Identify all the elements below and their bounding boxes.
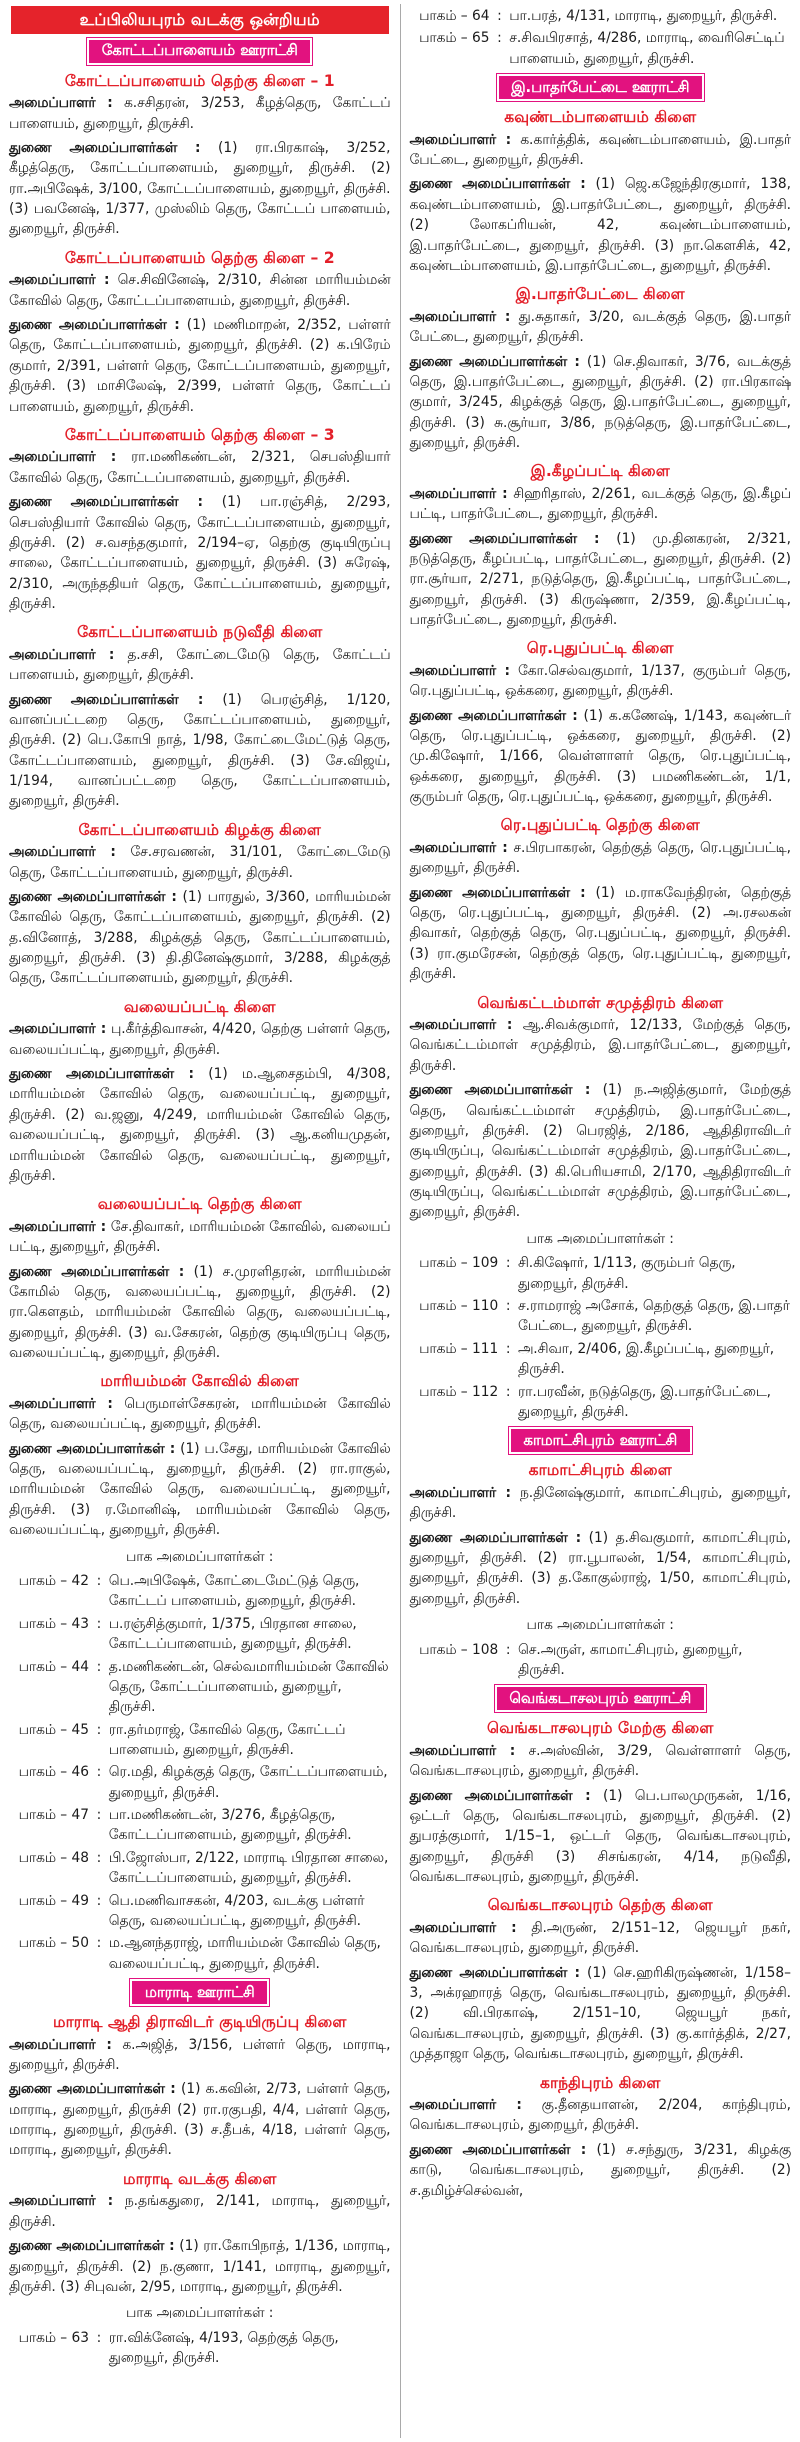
organizer-label: அமைப்பாளர் : [9, 1021, 107, 1038]
part-separator: : [96, 1573, 102, 1590]
part-member: சி.கிஷோர், 1/113, குரும்பர் தெரு, துறையூர், திருச்சி. [518, 1255, 736, 1292]
part-separator: : [505, 1340, 511, 1357]
deputies-text: (1) செ.ஹரிகிருஷ்ணன், 1/158–3, அக்ரஹாரத் தெரு, வெங்கடாசலபுரம், துறையூர், திருச்சி. (2) வி.பிரகாஷ், 2/151–10, ஜெயபூர் நகர், வெங்கடாசலபுரம், துறையூர், திருச்சி. (3) கு.கார்த்திக், 2/27, முத்தாஜா தெரு, வெங்கடாசலபுரம், துறையூர், திருச்சி. [409, 1964, 791, 2063]
deputies-label: துணை அமைப்பாளர்கள் : [9, 2238, 175, 2255]
branch-block [410, 1459, 792, 1609]
deputies-entry [9, 492, 391, 614]
part-separator: : [505, 1255, 511, 1272]
deputies-label: துணை அமைப்பாளர்கள் : [9, 494, 204, 511]
parts-header: பாக அமைப்பாளர்கள் : [526, 1230, 674, 1247]
organizer-label: அமைப்பாளர் : [409, 1484, 511, 1501]
part-member: ச.ராமராஜ் அசோக், தெற்குத் தெரு, இ.பாதர் பேட்டை, துறையூர், திருச்சி. [518, 1298, 790, 1335]
deputies-entry [410, 529, 792, 631]
deputies-text: (1) த.சிவகுமார், காமாட்சிபுரம், துறையூர், திருச்சி. (2) ரா.பூபாலன், 1/54, காமாட்சிபுரம், துறையூர், திருச்சி. (3) த.கோகுல்ராஜ், 1/50, காமாட்சிபுரம், துறையூர், திருச்சி. [409, 1529, 791, 1607]
organizer-entry [410, 307, 792, 348]
organizer-entry [410, 1483, 792, 1524]
organizer-entry [9, 842, 391, 883]
organizer-label: அமைப்பாளர் : [9, 449, 117, 466]
part-number: பாகம் – 112 [419, 1383, 499, 1400]
branch-block [410, 1894, 792, 2064]
organizer-entry [410, 1918, 792, 1959]
part-member: பா.மணிகண்டன், 3/276, கீழத்தெரு, கோட்டப்பாளையம், துறையூர், திருச்சி. [108, 1807, 352, 1844]
organizer-text: பெருமாள்சேகரன், மாரியம்மன் கோவில் தெரு, வலையப்பட்டி, துறையூர், திருச்சி. [9, 1395, 391, 1433]
deputies-entry [9, 690, 391, 812]
deputies-label: துணை அமைப்பாளர்கள் : [409, 1529, 582, 1546]
panchayat-banner-row [9, 1981, 391, 2004]
organizer-text: செ.சிவினேஷ், 2/310, சின்ன மாரியம்மன் கோவில் தெரு, கோட்டப்பாளையம், துறையூர், திருச்சி. [9, 272, 391, 309]
deputies-entry [9, 1262, 391, 1364]
organizer-entry [410, 484, 792, 525]
branch-title: கோட்டப்பாளையம் நடுவீதி கிளை [77, 622, 323, 642]
organizer-label: அமைப்பாளர் : [9, 646, 115, 663]
organizer-text: சே.திவாகர், மாரியம்மன் கோவில், வலையப் பட்டி, துறையூர், திருச்சி. [9, 1218, 391, 1256]
branch-block [410, 283, 792, 453]
branch-block [410, 814, 792, 984]
branch-block [410, 460, 792, 630]
organizer-entry [9, 1217, 391, 1258]
deputies-label: துணை அமைப்பாளர்கள் : [409, 1964, 581, 1981]
panchayat-banner: இ.பாதர்பேட்டை ஊராட்சி [499, 76, 703, 99]
branch-title: வெங்கட்டம்மாள் சமுத்திரம் கிளை [477, 992, 724, 1012]
parts-block [410, 1615, 792, 1682]
part-separator: : [96, 1892, 102, 1909]
part-member: ரா.பரவீன், நடுத்தெரு, இ.பாதர்பேட்டை, துறையூர், திருச்சி. [518, 1383, 772, 1420]
organizer-label: அமைப்பாளர் : [9, 1218, 107, 1235]
parts-list [410, 1640, 792, 1683]
organizer-text: ஆ.சிவக்குமார், 12/133, மேற்குத் தெரு, வெங்கட்டம்மாள் சமுத்திரம், இ.பாதர்பேட்டை, துறையூர், திருச்சி. [409, 1017, 791, 1074]
branch-title: வெங்கடாசலபுரம் தெற்கு கிளை [487, 1895, 713, 1915]
organizer-label: அமைப்பாளர் : [409, 1017, 513, 1034]
organizer-entry [9, 93, 391, 134]
organizer-label: அமைப்பாளர் : [409, 2097, 522, 2114]
part-number: பாகம் – 110 [419, 1298, 499, 1315]
part-member: பி.ஜோஸ்பா, 2/122, மாராடி பிரதான சாலை, கோட்டப்பாளையம், துறையூர், திருச்சி. [108, 1849, 389, 1887]
branch-block [9, 70, 391, 240]
deputies-text: (1) பெ.பாலமுருகன், 1/16, ஒட்டர் தெரு, வெங்கடாசலபுரம், துறையூர், திருச்சி. (2) துபரத்குமார், 1/15–1, ஒட்டர் தெரு, வெங்கடாசலபுரம், துறையூர், திருச்சி (3) சிசங்கரன், 4/14, நடுவீதி, வெங்கடாசலபுரம், துறையூர், திருச்சி. [409, 1787, 791, 1886]
deputies-text: (1) ஜெ.கஜேந்திரகுமார், 138, கவுண்டம்பாளையம், இ.பாதர்பேட்டை, துறையூர், திருச்சி. (2) லோகப்ரியன், 42, கவுண்டம்பாளையம், இ.பாதர்பேட்டை, துறையூர், திருச்சி. (3) நா.கௌசிக், 42, கவுண்டம்பாளையம், இ.பாதர்பேட்டை, துறையூர், திருச்சி. [409, 176, 791, 274]
part-member: பா.பரத், 4/131, மாராடி, துறையூர், திருச்சி. [509, 8, 778, 24]
branch-title: வலையப்பட்டி கிளை [123, 996, 276, 1016]
branch-title: வெங்கடாசலபுரம் மேற்கு கிளை [487, 1718, 714, 1738]
branch-title: வலையப்பட்டி தெற்கு கிளை [97, 1194, 302, 1214]
union-banner: உப்பிலியபுரம் வடக்கு ஒன்றியம் [11, 6, 389, 34]
deputies-text: (1) பா.ரஞ்சித், 2/293, செபஸ்தியார் கோவில் தெரு, கோட்டப்பாளையம், துறையூர், திருச்சி. (2) ச.வசந்தகுமார், 2/194–ஏ, தெற்கு குடியிருப்பு சாலை, கோட்டப்பாளையம், துறையூர், திருச்சி. (3) சுரேஷ், 2/310, அருந்ததியர் தெரு, கோட்டப்பாளையம், துறையூர், திருச்சி. [9, 494, 391, 612]
branch-title: காந்திபுரம் கிளை [539, 2072, 661, 2092]
branch-block [9, 1370, 391, 1540]
part-number: பாகம் – 43 [18, 1615, 90, 1632]
branch-block [410, 637, 792, 807]
panchayat-banner: வெங்கடாசலபுரம் ஊராட்சி [497, 1687, 704, 1710]
organizer-label: அமைப்பாளர் : [409, 131, 512, 148]
deputies-label: துணை அமைப்பாளர்கள் : [9, 1440, 176, 1457]
part-number: பாகம் – 63 [18, 2329, 90, 2346]
part-separator: : [96, 1764, 102, 1781]
parts-header: பாக அமைப்பாளர்கள் : [126, 1548, 274, 1565]
part-separator: : [96, 1849, 102, 1866]
deputies-text: (1) ரா.பிரகாஷ், 3/252, கீழத்தெரு, கோட்டப்பாளையம், துறையூர், திருச்சி. (2) ரா.அபிஷேக், 3/100, கோட்டப்பாளையம், துறையூர், திருச்சி. (3) பவனேஷ், 1/377, முஸ்லிம் தெரு, கோட்டப் பாளையம், துறையூர், திருச்சி. [9, 140, 391, 238]
deputies-text: (1) க.கணேஷ், 1/143, கவுண்டர் தெரு, ரெ.புதுப்பட்டி, ஒக்கரை, துறையூர், திருச்சி. (2) மு.கிஷோர், 1/166, வெள்ளாளர் தெரு, ரெ.புதுப்பட்டி, ஒக்கரை, துறையூர், திருச்சி. (3) பமணிகண்டன், 1/1, குரும்பர் தெரு, ரெ.புதுப்பட்டி, ஒக்கரை, துறையூர், திருச்சி. [409, 707, 792, 806]
deputies-label: துணை அமைப்பாளர்கள் : [409, 1082, 591, 1099]
organizer-entry [9, 645, 391, 686]
organizer-label: அமைப்பாளர் : [409, 308, 511, 325]
organizer-text: க.கார்த்திக், கவுண்டம்பாளையம், இ.பாதர் பேட்டை, துறையூர், திருச்சி. [409, 131, 791, 169]
deputies-text: (1) பாரதுல், 3/360, மாரியம்மன் கோவில் தெரு, கோட்டப்பாளையம், துறையூர், திருச்சி. (2) த.வினோத், 3/288, கிழக்குத் தெரு, கோட்டப்பாளையம், துறையூர், திருச்சி. (3) தி.தினேஷ்குமார், 3/288, கிழக்குத் தெரு, கோட்டப்பாளையம், துறையூர், திருச்சி. [9, 889, 391, 987]
part-separator: : [505, 1641, 511, 1658]
part-member: ரா.தர்மராஜ், கோவில் தெரு, கோட்டப் பாளையம், துறையூர், திருச்சி. [108, 1721, 346, 1758]
part-number: பாகம் – 108 [419, 1641, 499, 1658]
part-number: பாகம் – 42 [18, 1573, 90, 1590]
organizer-entry [9, 2035, 391, 2076]
deputies-entry [9, 2236, 391, 2297]
part-member: ச.சிவபிரசாத், 4/286, மாராடி, வைரிசெட்டிப் பாளையம், துறையூர், திருச்சி. [509, 30, 785, 67]
part-member: பெ.மணிவாசகன், 4/203, வடக்கு பள்ளர் தெரு, வலையப்பட்டி, துறையூர், திருச்சி. [108, 1892, 365, 1929]
organizer-text: ந.தினேஷ்குமார், காமாட்சிபுரம், துறையூர், திருச்சி. [409, 1484, 791, 1522]
branch-block [9, 247, 391, 417]
organizer-entry [9, 2191, 391, 2232]
deputies-entry [410, 1963, 792, 2065]
right-column [401, 0, 800, 2442]
deputies-label: துணை அமைப்பாளர்கள் : [9, 691, 204, 708]
parts-list [9, 2328, 391, 2371]
panchayat-banner: மாராடி ஊராட்சி [132, 1981, 267, 2004]
part-member: ரெ.மதி, கிழக்குத் தெரு, கோட்டப்பாளையம், துறையூர், திருச்சி. [108, 1764, 388, 1801]
deputies-text: (1) ம.ஆசைதம்பி, 4/308, மாரியம்மன் கோவில் தெரு, வலையப்பட்டி, துறையூர், திருச்சி. (2) வ.ஜனு, 4/249, மாரியம்மன் கோவில் தெரு, வலையப்பட்டி, துறையூர், திருச்சி. (3) ஆ.கனியமுதன், மாரியம்மன் கோவில் தெரு, வலையப்பட்டி, துறையூர், திருச்சி. [9, 1066, 391, 1184]
organizer-text: து.சுதாகர், 3/20, வடக்குத் தெரு, இ.பாதர் பேட்டை, துறையூர், திருச்சி. [409, 308, 791, 346]
organizer-entry [410, 661, 792, 702]
part-number: பாகம் – 48 [18, 1849, 90, 1866]
part-number: பாகம் – 47 [18, 1807, 90, 1824]
organizer-label: அமைப்பாளர் : [9, 1395, 113, 1412]
organizer-text: கு.தீனதயாளன், 2/204, காந்திபுரம், வெங்கடாசலபுரம், துறையூர், திருச்சி. [409, 2097, 791, 2134]
organizer-text: சே.சரவணன், 31/101, கோட்டைமேடு தெரு, கோட்டப்பாளையம், துறையூர், திருச்சி. [9, 844, 391, 881]
organizer-label: அமைப்பாளர் : [409, 1742, 516, 1759]
deputies-text: (1) ச.சந்துரு, 3/231, கிழக்கு காடு, வெங்கடாசலபுரம், துறையூர், திருச்சி. (2) ச.தமிழ்ச்செல்வன், [409, 2141, 791, 2199]
organizer-label: அமைப்பாளர் : [9, 95, 113, 112]
deputies-label: துணை அமைப்பாளர்கள் : [9, 1263, 185, 1280]
organizer-label: அமைப்பாளர் : [409, 839, 508, 856]
deputies-label: துணை அமைப்பாளர்கள் : [9, 317, 180, 334]
organizer-text: ச.அஸ்வின், 3/29, வெள்ளாளர் தெரு, வெங்கடாசலபுரம், துறையூர், திருச்சி. [409, 1742, 791, 1780]
organizer-entry [410, 1741, 792, 1782]
deputies-entry [410, 1786, 792, 1888]
panchayat-banner-row [9, 40, 391, 63]
part-number: பாகம் – 111 [419, 1340, 499, 1357]
organizer-text: த.சசி, கோட்டைமேடு தெரு, கோட்டப் பாளையம், துறையூர், திருச்சி. [9, 646, 391, 684]
branch-block [9, 424, 391, 614]
parts-list [9, 1571, 391, 1976]
branch-block [9, 819, 391, 989]
part-separator: : [96, 2329, 102, 2346]
organizer-label: அமைப்பாளர் : [409, 485, 508, 502]
deputies-entry [410, 2140, 792, 2201]
branch-title: ரெ.புதுப்பட்டி கிளை [526, 638, 674, 658]
part-member: பெ.அபிஷேக், கோட்டைமேட்டுத் தெரு, கோட்டப் பாளையம், துறையூர், திருச்சி. [108, 1573, 360, 1610]
branch-block [410, 106, 792, 276]
deputies-entry [410, 352, 792, 454]
branch-block [9, 2168, 391, 2297]
organizer-text: சிஹரிதாஸ், 2/261, வடக்குத் தெரு, இ.கீழப் பட்டி, பாதர்பேட்டை, துறையூர், திருச்சி. [409, 485, 791, 523]
organizer-label: அமைப்பாளர் : [9, 2036, 112, 2053]
parts-block [9, 1547, 391, 1977]
organizer-entry [410, 130, 792, 171]
organizer-entry [410, 838, 792, 879]
parts-header: பாக அமைப்பாளர்கள் : [526, 1617, 674, 1634]
part-number: பாகம் – 45 [18, 1721, 90, 1738]
part-member: அ.சிவா, 2/406, இ.கீழப்பட்டி, துறையூர், திருச்சி. [518, 1340, 775, 1378]
organizer-text: க.அஜித், 3/156, பள்ளர் தெரு, மாராடி, துறையூர், திருச்சி. [9, 2036, 391, 2073]
branch-block [410, 2072, 792, 2201]
deputies-entry [410, 883, 792, 985]
branch-title: இ.கீழப்பட்டி கிளை [530, 461, 670, 481]
branch-title: கோட்டப்பாளையம் கிழக்கு கிளை [78, 819, 322, 839]
organizer-label: அமைப்பாளர் : [9, 844, 116, 861]
panchayat-banner: காமாட்சிபுரம் ஊராட்சி [511, 1429, 690, 1452]
part-number: பாகம் – 49 [18, 1892, 90, 1909]
part-separator: : [96, 1615, 102, 1632]
branch-title: மாராடி வடக்கு கிளை [123, 2168, 277, 2188]
organizer-label: அமைப்பாளர் : [409, 662, 510, 679]
organizer-label: அமைப்பாளர் : [409, 1919, 517, 1936]
panchayat-banner: கோட்டப்பாளையம் ஊராட்சி [89, 40, 310, 63]
parts-header: பாக அமைப்பாளர்கள் : [126, 2305, 274, 2322]
deputies-text: (1) மணிமாறன், 2/352, பள்ளர் தெரு, கோட்டப்பாளையம், துறையூர், திருச்சி. (2) க.பிரேம் குமார், 2/391, பள்ளர் தெரு, கோட்டப்பாளையம், துறையூர், திருச்சி. (3) மாசிலேஷ், 2/399, பள்ளர் தெரு, கோட்டப் பாளையம், துறையூர், திருச்சி. [9, 317, 391, 415]
part-separator: : [505, 1383, 511, 1400]
organizer-entry [9, 1019, 391, 1060]
deputies-text: (1) ந.அஜித்குமார், மேற்குத் தெரு, வெங்கட்டம்மாள் சமுத்திரம், இ.பாதர்பேட்டை, துறையூர், திருச்சி. (2) பெரஜித், 2/186, ஆதிதிராவிடர் குடியிருப்பு, வெங்கட்டம்மாள் சமுத்திரம், இ.பாதர்பேட்டை, துறையூர், திருச்சி. (3) கி.பெரியசாமி, 2/170, ஆதிதிராவிடர் குடியிருப்பு, வெங்கட்டம்மாள் சமுத்திரம், இ.பாதர்பேட்டை, துறையூர், திருச்சி. [409, 1082, 791, 1221]
deputies-text: (1) செ.திவாகர், 3/76, வடக்குத் தெரு, இ.பாதர்பேட்டை, துறையூர், திருச்சி. (2) ரா.பிரகாஷ் குமார், 3/245, கிழக்குத் தெரு, இ.பாதர்பேட்டை, துறையூர், திருச்சி. (3) சு.சூர்யா, 3/86, நடுத்தெரு, இ.பாதர்பேட்டை, துறையூர், திருச்சி. [409, 353, 791, 451]
branch-block [9, 996, 391, 1186]
part-number: பாகம் – 50 [18, 1935, 90, 1952]
panchayat-banner-row [410, 1429, 792, 1452]
deputies-entry [9, 2079, 391, 2160]
branch-block [9, 2011, 391, 2161]
deputies-label: துணை அமைப்பாளர்கள் : [409, 707, 578, 724]
deputies-label: துணை அமைப்பாளர்கள் : [9, 889, 177, 906]
deputies-entry [9, 138, 391, 240]
part-separator: : [96, 1807, 102, 1824]
branch-title: கோட்டப்பாளையம் தெற்கு கிளை – 3 [64, 424, 335, 444]
part-member: ப.ரஞ்சித்குமார், 1/375, பிரதான சாலை, கோட்டப்பாளையம், துறையூர், திருச்சி. [108, 1615, 357, 1653]
part-number: பாகம் – 109 [419, 1255, 499, 1272]
organizer-text: கோ.செல்வகுமார், 1/137, குரும்பர் தெரு, ரெ.புதுப்பட்டி, ஒக்கரை, துறையூர், திருச்சி. [409, 662, 791, 700]
deputies-entry [9, 1064, 391, 1186]
part-member: ம.ஆனந்தராஜ், மாரியம்மன் கோவில் தெரு, வலையப்பட்டி, துறையூர், திருச்சி. [108, 1935, 381, 1972]
organizer-text: க.சசிதரன், 3/253, கீழத்தெரு, கோட்டப் பாளையம், துறையூர், திருச்சி. [9, 95, 391, 132]
deputies-text: (1) ரா.கோபிநாத், 1/136, மாராடி, துறையூர், திருச்சி. (2) ந.குணா, 1/141, மாராடி, துறையூர், திருச்சி. (3) சிபுவன், 2/95, மாராடி, துறையூர், திருச்சி. [9, 2238, 391, 2295]
part-number: பாகம் – 65 [419, 30, 490, 47]
organizer-text: ந.தங்கதுரை, 2/141, மாராடி, துறையூர், திருச்சி. [9, 2193, 391, 2230]
deputies-entry [410, 706, 792, 808]
parts-block [410, 1229, 792, 1424]
part-separator: : [96, 1935, 102, 1952]
deputies-label: துணை அமைப்பாளர்கள் : [409, 176, 586, 193]
deputies-label: துணை அமைப்பாளர்கள் : [409, 2141, 587, 2158]
organizer-entry [9, 1394, 391, 1435]
deputies-label: துணை அமைப்பாளர்கள் : [409, 353, 580, 370]
branch-block [410, 992, 792, 1223]
organizer-text: பு.கீர்த்திவாசன், 4/420, தெற்கு பள்ளர் தெரு, வலையப்பட்டி, துறையூர், திருச்சி. [9, 1021, 391, 1058]
organizer-entry [410, 1015, 792, 1076]
organizer-entry [410, 2095, 792, 2136]
deputies-text: (1) ப.சேது, மாரியம்மன் கோவில் தெரு, வலையப்பட்டி, துறையூர், திருச்சி. (2) ரா.ராகுல், மாரியம்மன் கோவில் தெரு, வலையப்பட்டி, துறையூர், திருச்சி. (3) ர.மோனிஷ், மாரியம்மன் கோவில் தெரு, வலையப்பட்டி, துறையூர், திருச்சி. [9, 1440, 391, 1539]
deputies-text: (1) மு.தினகரன், 2/321, நடுத்தெரு, கீழப்பட்டி, பாதர்பேட்டை, துறையூர், திருச்சி. (2) ரா.சூர்யா, 2/271, நடுத்தெரு, இ.கீழப்பட்டி, பாதர்பேட்டை, துறையூர், திருச்சி. (3) கிருஷ்ணா, 2/359, இ.கீழப்பட்டி, பாதர்பேட்டை, துறையூர், திருச்சி. [409, 530, 792, 629]
branch-title: மாராடி ஆதி திராவிடர் குடியிருப்பு கிளை [53, 2012, 347, 2032]
branch-block [9, 1193, 391, 1363]
branch-title: இ.பாதர்பேட்டை கிளை [515, 284, 685, 304]
deputies-text: (1) பெரஞ்சித், 1/120, வானப்பட்டறை தெரு, கோட்டப்பாளையம், துறையூர், திருச்சி. (2) பெ.கோபி நாத், 1/98, கோட்டைமேட்டுத் தெரு, கோட்டப்பாளையம், துறையூர், திருச்சி. (3) சே.விஜய், 1/194, வானப்பட்டறை தெரு, கோட்டப்பாளையம், துறையூர், திருச்சி. [9, 691, 391, 810]
branch-title: மாரியம்மன் கோவில் கிளை [100, 1371, 300, 1391]
parts-list [410, 6, 792, 71]
part-separator: : [497, 30, 502, 47]
branch-title: கோட்டப்பாளையம் தெற்கு கிளை – 1 [64, 70, 335, 90]
deputies-label: துணை அமைப்பாளர்கள் : [9, 140, 201, 157]
part-member: ரா.விக்னேஷ், 4/193, தெற்குத் தெரு, துறையூர், திருச்சி. [108, 2329, 339, 2367]
part-separator: : [505, 1298, 511, 1315]
deputies-text: (1) ச.முரளிதரன், மாரியம்மன் கோமில் தெரு, வலையப்பட்டி, துறையூர், திருச்சி. (2) ரா.கௌதம், மாரியம்மன் கோவில் தெரு, வலையப்பட்டி, துறையூர், திருச்சி. (3) வ.சேகரன், தெற்கு குடியிருப்பு தெரு, வலையப்பட்டி, துறையூர், திருச்சி. [9, 1263, 391, 1361]
deputies-entry [9, 315, 391, 417]
part-member: த.மணிகண்டன், செல்வமாரியம்மன் கோவில் தெரு, கோட்டப்பாளையம், துறையூர், திருச்சி. [108, 1658, 389, 1716]
branch-title: கவுண்டம்பாளையம் கிளை [504, 107, 697, 127]
organizer-text: ரா.மணிகண்டன், 2/321, செபஸ்தியார் கோவில் தெரு, கோட்டப்பாளையம், துறையூர், திருச்சி. [9, 449, 391, 486]
deputies-entry [9, 1439, 391, 1541]
deputies-entry [410, 174, 792, 276]
part-member: செ.அருள், காமாட்சிபுரம், துறையூர், திருச்சி. [518, 1641, 743, 1678]
organizer-text: தி.அருண், 2/151–12, ஜெயபூர் நகர், வெங்கடாசலபுரம், துறையூர், திருச்சி. [409, 1919, 791, 1957]
parts-block [9, 2303, 391, 2370]
branch-title: ரெ.புதுப்பட்டி தெற்கு கிளை [500, 815, 700, 835]
panchayat-banner-row [410, 1687, 792, 1710]
branch-title: காமாட்சிபுரம் கிளை [528, 1460, 672, 1480]
deputies-label: துணை அமைப்பாளர்கள் : [409, 530, 600, 547]
part-separator: : [497, 8, 502, 24]
part-number: பாகம் – 64 [419, 8, 490, 24]
parts-block [410, 6, 792, 71]
deputies-text: (1) க.கவின், 2/73, பள்ளர் தெரு, மாராடி, துறையூர், திருச்சி (2) ரா.ரகுபதி, 4/4, பள்ளர் தெரு, மாராடி, துறையூர், திருச்சி. (3) ச.தீபக், 4/18, பள்ளர் தெரு, மாராடி, துறையூர், திருச்சி. [9, 2081, 391, 2159]
part-separator: : [96, 1721, 102, 1738]
deputies-label: துணை அமைப்பாளர்கள் : [9, 1066, 194, 1083]
deputies-label: துணை அமைப்பாளர்கள் : [409, 884, 586, 901]
organizer-label: அமைப்பாளர் : [9, 272, 110, 289]
part-number: பாகம் – 44 [18, 1658, 90, 1675]
panchayat-banner-row [410, 76, 792, 99]
deputies-entry [9, 887, 391, 989]
organizer-label: அமைப்பாளர் : [9, 2193, 114, 2210]
branch-block [410, 1717, 792, 1887]
deputies-entry [410, 1080, 792, 1222]
organizer-entry [9, 270, 391, 311]
organizer-entry [9, 447, 391, 488]
branch-block [9, 621, 391, 811]
parts-list [410, 1253, 792, 1424]
branch-title: கோட்டப்பாளையம் தெற்கு கிளை – 2 [64, 247, 335, 267]
deputies-label: துணை அமைப்பாளர்கள் : [409, 1787, 591, 1804]
part-number: பாகம் – 46 [18, 1764, 90, 1781]
organizer-text: ச.பிரபாகரன், தெற்குத் தெரு, ரெ.புதுப்பட்டி, துறையூர், திருச்சி. [409, 839, 791, 877]
deputies-label: துணை அமைப்பாளர்கள் : [9, 2081, 176, 2098]
part-separator: : [96, 1658, 102, 1675]
deputies-text: (1) ம.ராகவேந்திரன், தெற்குத் தெரு, ரெ.புதுப்பட்டி, துறையூர், திருச்சி. (2) அ.ரசலகன் திவாகர், தெற்குத் தெரு, ரெ.புதுப்பட்டி, துறையூர், திருச்சி. (3) ரா.குமரேசன், தெற்குத் தெரு, ரெ.புதுப்பட்டி, துறையூர், திருச்சி. [409, 884, 792, 983]
deputies-entry [410, 1528, 792, 1609]
